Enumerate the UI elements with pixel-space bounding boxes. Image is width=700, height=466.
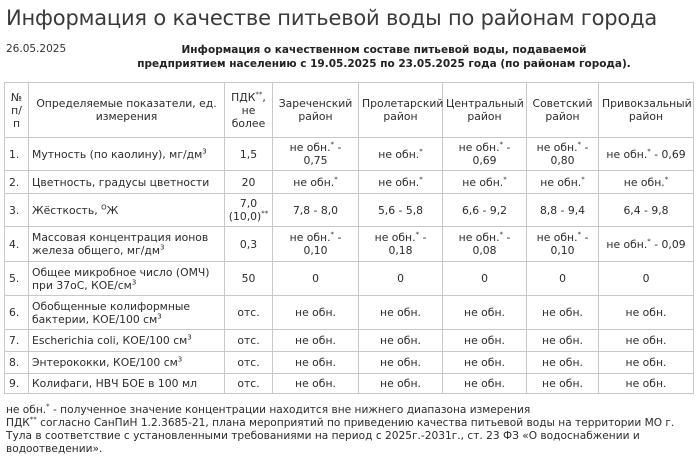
footnote-2-text: согласно СанПиН 1.2.3685-21, плана мероприятий по приведению качества питьевой воды на территории МО г. Тула в соответствие с установленными требованиями на период с 2025г.-2031г., ст. 23 ФЗ «О водоснабжении и водоотведении». bbox=[6, 417, 675, 455]
indicator-superscript: 3 bbox=[187, 333, 192, 342]
table-header-row bbox=[5, 83, 694, 138]
district-value-cell bbox=[599, 138, 694, 171]
value-text: не обн. bbox=[464, 306, 505, 319]
district-value-cell bbox=[443, 330, 527, 352]
district-value-cell bbox=[443, 227, 527, 262]
district-value-cell bbox=[273, 194, 359, 227]
pdk-value: 50 bbox=[241, 272, 256, 285]
pdk-cell bbox=[225, 171, 273, 194]
row-number: 1. bbox=[5, 138, 29, 171]
value-range-dash: - bbox=[503, 231, 511, 244]
pdk-value: 20 bbox=[241, 175, 256, 189]
indicator-unit-tail: Ж bbox=[106, 203, 119, 217]
subtitle-line-2: предприятием населению с 19.05.2025 по 23.05.2025 года (по районам города). bbox=[137, 58, 631, 70]
district-value-cell bbox=[599, 194, 694, 227]
value-text: не обн. bbox=[458, 141, 500, 154]
pdk-cell bbox=[225, 194, 273, 227]
value-text: не обн. bbox=[625, 306, 667, 319]
report-subtitle bbox=[128, 43, 640, 71]
value-range-upper: 0,80 bbox=[550, 154, 575, 167]
value-range-upper: 0,69 bbox=[472, 154, 497, 167]
district-value-cell bbox=[599, 352, 694, 374]
value-text: не обн. bbox=[464, 334, 505, 347]
value-footnote-mark: * bbox=[647, 236, 651, 245]
value-text: не обн. bbox=[289, 231, 331, 244]
footnote-1-text: - полученное значение концентрации находится вне нижнего диапазона измерения bbox=[49, 404, 531, 416]
row-number: 2. bbox=[5, 171, 29, 194]
value-range-dash: - bbox=[503, 141, 511, 154]
district-value-cell bbox=[599, 227, 694, 262]
district-value-cell bbox=[359, 194, 443, 227]
value-text: не обн. bbox=[542, 334, 583, 347]
header-pdk-footnote-mark: ** bbox=[255, 89, 263, 98]
value-text: не обн. bbox=[623, 175, 665, 189]
district-value-cell bbox=[527, 374, 599, 394]
header-pdk bbox=[225, 83, 273, 138]
footnote-1-term: не обн. bbox=[6, 404, 47, 416]
district-value-cell bbox=[273, 171, 359, 194]
indicator-superscript: 3 bbox=[157, 311, 162, 320]
indicator-cell bbox=[29, 330, 225, 352]
value-text: не обн. bbox=[295, 306, 336, 319]
indicator-text: Обобщенные колиформные бактерии, КОЕ/100 см bbox=[32, 299, 191, 326]
value-range-dash: - bbox=[334, 231, 342, 244]
value-range-upper: 0,10 bbox=[303, 244, 328, 257]
value-text: не обн. bbox=[378, 147, 420, 161]
value-text: не обн. bbox=[380, 306, 421, 319]
value-text: не обн. bbox=[606, 147, 648, 161]
value-range-upper: 0,18 bbox=[388, 244, 413, 257]
header-district-sovetsky: Советский район bbox=[527, 83, 599, 138]
value-text: не обн. bbox=[380, 377, 421, 390]
header-pdk-label: ПДК bbox=[231, 90, 256, 104]
value-footnote-mark: * bbox=[577, 140, 582, 149]
value-text: не обн. bbox=[625, 377, 667, 390]
district-value-cell bbox=[359, 330, 443, 352]
pdk-value: 7,0 bbox=[239, 197, 258, 210]
table-row bbox=[5, 296, 694, 330]
value-footnote-mark: * bbox=[415, 230, 420, 239]
water-quality-table bbox=[4, 82, 694, 394]
district-value-cell bbox=[527, 171, 599, 194]
district-value-cell bbox=[359, 138, 443, 171]
indicator-superscript: 3 bbox=[131, 277, 137, 286]
table-row bbox=[5, 194, 694, 227]
district-value-cell bbox=[359, 171, 443, 194]
value-footnote-mark: * bbox=[577, 230, 582, 239]
district-value-cell bbox=[443, 262, 527, 296]
page-title: Информация о качестве питьевой воды по районам города bbox=[6, 6, 658, 30]
value-text: 6,6 - 9,2 bbox=[461, 203, 508, 217]
district-value-cell bbox=[527, 194, 599, 227]
pdk-value: 1,5 bbox=[239, 147, 258, 161]
indicator-text: Массовая концентрация ионов железа общего, мг/дм bbox=[32, 231, 209, 257]
district-value-cell bbox=[359, 227, 443, 262]
district-value-cell bbox=[599, 262, 694, 296]
value-text: 0 bbox=[559, 272, 566, 285]
district-value-cell bbox=[273, 374, 359, 394]
value-range-dash: - 0,69 bbox=[650, 147, 686, 161]
value-range-dash: - bbox=[581, 231, 589, 244]
indicator-cell bbox=[29, 374, 225, 394]
header-district-tsentralny: Центральный район bbox=[443, 83, 527, 138]
indicator-text: Escherichia coli, КОЕ/100 см bbox=[32, 334, 188, 347]
value-text: не обн. bbox=[380, 356, 421, 369]
indicator-cell bbox=[29, 171, 225, 194]
value-text: 0 bbox=[642, 272, 650, 285]
pdk-alt-value: (10,0) bbox=[228, 210, 262, 223]
value-footnote-mark: * bbox=[581, 174, 585, 183]
district-value-cell bbox=[599, 374, 694, 394]
table-row bbox=[5, 171, 694, 194]
pdk-value: отс. bbox=[237, 306, 260, 319]
value-text: не обн. bbox=[464, 356, 505, 369]
district-value-cell bbox=[443, 171, 527, 194]
value-text: не обн. bbox=[625, 334, 667, 347]
row-number: 4. bbox=[5, 227, 29, 262]
row-number: 8. bbox=[5, 352, 29, 374]
table-row bbox=[5, 138, 694, 171]
value-text: не обн. bbox=[542, 377, 583, 390]
pdk-cell bbox=[225, 138, 273, 171]
district-value-cell bbox=[527, 330, 599, 352]
value-range-upper: 0,75 bbox=[303, 154, 328, 167]
value-text: не обн. bbox=[462, 175, 504, 189]
pdk-cell bbox=[225, 227, 273, 262]
district-value-cell bbox=[443, 194, 527, 227]
indicator-text: Жёсткость, bbox=[32, 203, 102, 217]
district-value-cell bbox=[527, 296, 599, 330]
indicator-text: Общее микробное число (ОМЧ) при 37оС, КОЕ/см bbox=[32, 265, 210, 292]
district-value-cell bbox=[273, 138, 359, 171]
value-text: не обн. bbox=[295, 377, 336, 390]
indicator-superscript: 3 bbox=[160, 243, 165, 252]
district-value-cell bbox=[359, 352, 443, 374]
table-row bbox=[5, 227, 694, 262]
value-range-dash: - bbox=[581, 141, 589, 154]
row-number: 7. bbox=[5, 330, 29, 352]
value-text: 0 bbox=[481, 272, 488, 285]
footnotes bbox=[6, 404, 696, 456]
header-num: № п/п bbox=[5, 83, 29, 138]
indicator-cell bbox=[29, 227, 225, 262]
indicator-text: Энтерококки, КОЕ/100 см bbox=[32, 356, 178, 369]
value-footnote-mark: * bbox=[419, 174, 423, 183]
indicator-cell bbox=[29, 194, 225, 227]
value-text: не обн. bbox=[378, 175, 420, 189]
district-value-cell bbox=[273, 296, 359, 330]
district-value-cell bbox=[273, 227, 359, 262]
indicator-text: Мутность (по каолину), мг/дм bbox=[32, 147, 203, 161]
value-text: не обн. bbox=[542, 356, 583, 369]
pdk-cell bbox=[225, 330, 273, 352]
value-range-dash: - bbox=[419, 231, 427, 244]
district-value-cell bbox=[527, 352, 599, 374]
pdk-cell bbox=[225, 296, 273, 330]
indicator-superscript: 3 bbox=[177, 355, 183, 364]
district-value-cell bbox=[273, 352, 359, 374]
value-range-upper: 0,10 bbox=[550, 244, 575, 257]
header-district-privokzalny: Привокзальный район bbox=[599, 83, 694, 138]
row-number: 5. bbox=[5, 262, 29, 296]
value-text: не обн. bbox=[464, 377, 505, 390]
table-row bbox=[5, 374, 694, 394]
value-footnote-mark: * bbox=[330, 230, 335, 239]
pdk-value: отс. bbox=[237, 334, 260, 347]
value-text: 7,8 - 8,0 bbox=[292, 203, 339, 217]
value-text: не обн. bbox=[374, 231, 416, 244]
table-row bbox=[5, 262, 694, 296]
subtitle-line-1: Информация о качественном составе питьевой воды, подаваемой bbox=[181, 44, 587, 56]
value-footnote-mark: * bbox=[664, 174, 669, 183]
value-text: не обн. bbox=[536, 141, 578, 154]
value-text: не обн. bbox=[289, 141, 331, 154]
district-value-cell bbox=[527, 138, 599, 171]
value-footnote-mark: * bbox=[499, 140, 504, 149]
indicator-text: Колифаги, НВЧ БОЕ в 100 мл bbox=[32, 377, 197, 390]
district-value-cell bbox=[443, 296, 527, 330]
value-footnote-mark: * bbox=[334, 174, 338, 183]
footnote-pdk bbox=[6, 417, 696, 456]
value-text: 0 bbox=[312, 272, 319, 285]
value-text: не обн. bbox=[293, 175, 335, 189]
value-text: не обн. bbox=[458, 231, 500, 244]
report-date: 26.05.2025 bbox=[6, 43, 67, 55]
value-range-dash: - 0,09 bbox=[650, 237, 686, 251]
value-range-upper: 0,08 bbox=[472, 244, 497, 257]
value-footnote-mark: * bbox=[419, 146, 423, 155]
district-value-cell bbox=[527, 262, 599, 296]
value-text: не обн. bbox=[536, 231, 578, 244]
header-pdk-tail: , не более bbox=[231, 90, 266, 130]
footnote-1-mark: * bbox=[46, 402, 50, 411]
value-text: не обн. bbox=[625, 356, 667, 369]
indicator-superscript: 3 bbox=[202, 146, 207, 155]
indicator-cell bbox=[29, 262, 225, 296]
value-text: не обн. bbox=[542, 306, 583, 319]
district-value-cell bbox=[599, 296, 694, 330]
district-value-cell bbox=[273, 262, 359, 296]
pdk-cell bbox=[225, 262, 273, 296]
header-indicator: Определяемые показатели, ед. измерения bbox=[29, 83, 225, 138]
header-district-zarechensky: Зареченский район bbox=[273, 83, 359, 138]
value-text: 6,4 - 9,8 bbox=[623, 203, 669, 217]
indicator-superscript: О bbox=[101, 202, 107, 211]
table-row bbox=[5, 330, 694, 352]
pdk-value: 0,3 bbox=[239, 237, 258, 251]
pdk-cell bbox=[225, 374, 273, 394]
district-value-cell bbox=[527, 227, 599, 262]
pdk-value: отс. bbox=[237, 377, 260, 390]
district-value-cell bbox=[443, 138, 527, 171]
value-text: 0 bbox=[397, 272, 404, 285]
table-row bbox=[5, 352, 694, 374]
indicator-cell bbox=[29, 138, 225, 171]
district-value-cell bbox=[443, 352, 527, 374]
value-text: не обн. bbox=[540, 175, 582, 189]
row-number: 6. bbox=[5, 296, 29, 330]
pdk-cell bbox=[225, 352, 273, 374]
district-value-cell bbox=[359, 262, 443, 296]
value-text: не обн. bbox=[295, 334, 336, 347]
value-text: не обн. bbox=[606, 237, 648, 251]
footnote-2-term: ПДК bbox=[6, 417, 30, 429]
row-number: 3. bbox=[5, 194, 29, 227]
district-value-cell bbox=[273, 330, 359, 352]
district-value-cell bbox=[359, 296, 443, 330]
value-text: 5,6 - 5,8 bbox=[377, 203, 424, 217]
value-range-dash: - bbox=[334, 141, 342, 154]
value-text: не обн. bbox=[295, 356, 336, 369]
footnote-2-mark: ** bbox=[29, 415, 37, 424]
indicator-cell bbox=[29, 296, 225, 330]
district-value-cell bbox=[443, 374, 527, 394]
value-footnote-mark: * bbox=[499, 230, 504, 239]
footnote-not-detected bbox=[6, 404, 696, 417]
row-number: 9. bbox=[5, 374, 29, 394]
header-district-proletarsky: Пролетарский район bbox=[359, 83, 443, 138]
pdk-alt-footnote-mark: ** bbox=[261, 209, 269, 218]
value-footnote-mark: * bbox=[503, 174, 507, 183]
district-value-cell bbox=[359, 374, 443, 394]
indicator-cell bbox=[29, 352, 225, 374]
value-footnote-mark: * bbox=[330, 140, 335, 149]
value-text: не обн. bbox=[380, 334, 421, 347]
indicator-text: Цветность, градусы цветности bbox=[32, 175, 210, 189]
pdk-value: отс. bbox=[237, 356, 260, 369]
value-footnote-mark: * bbox=[647, 146, 651, 155]
value-text: 8,8 - 9,4 bbox=[539, 203, 586, 217]
district-value-cell bbox=[599, 171, 694, 194]
district-value-cell bbox=[599, 330, 694, 352]
